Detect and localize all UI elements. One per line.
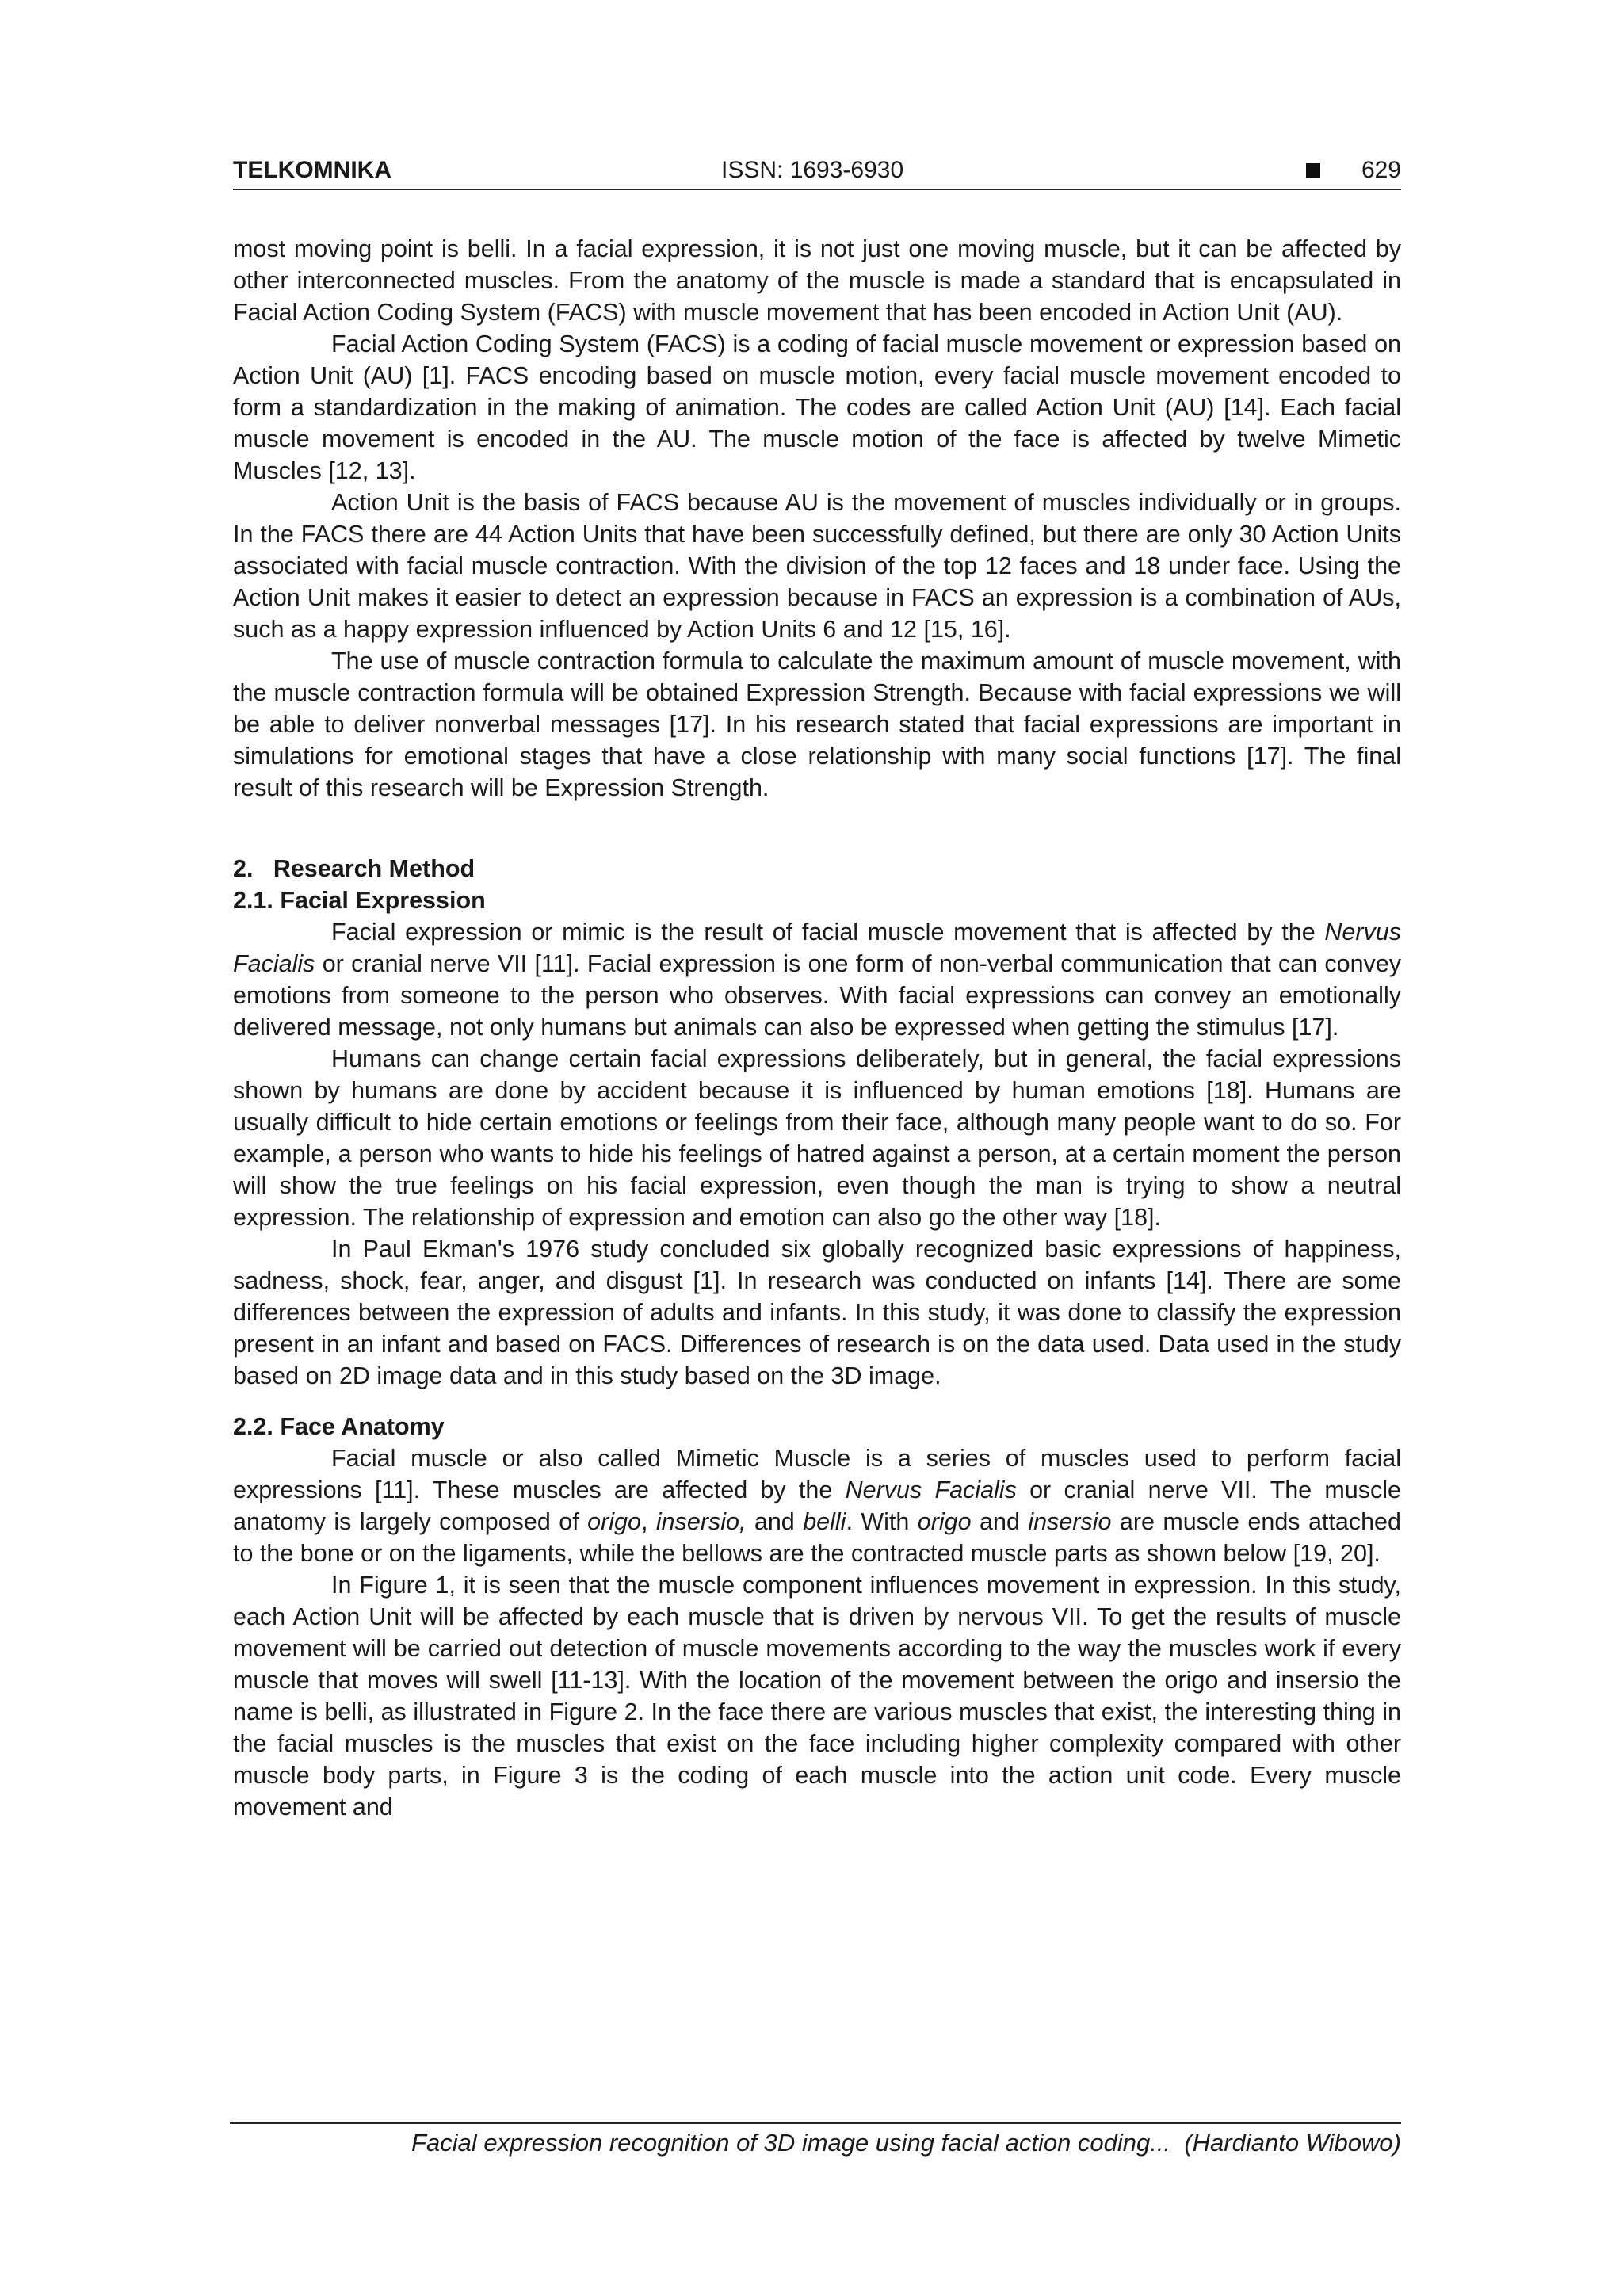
italic-term: insersio,: [655, 1508, 747, 1535]
paragraph-intro-4: The use of muscle contraction formula to calculate the maximum amount of muscle movement, with the muscle contraction formula will be obtained Expression Strength. Because with facial expressions we will be able to deliver nonverbal messages [17]. In his research stated that facial expressions are important in simulations for emotional stages that have a close relationship with many social functions [17]. The final result of this research will be Expression Strength.: [233, 648, 1401, 801]
italic-term: origo: [587, 1508, 641, 1535]
text-run: or cranial nerve VII. The muscle anatomy is largely composed of: [233, 1477, 1401, 1535]
paragraph-face-anatomy-2: In Figure 1, it is seen that the muscle component influences movement in expression. In this study, each Action Unit will be affected by each muscle that is driven by nervous VII. To get the results of muscle movement will be carried out detection of muscle movements according to the way the muscles work if every muscle that moves will swell [11-13]. With the location of the movement between the origo and insersio the name is belli, as illustrated in Figure 2. In the face there are various muscles that exist, the interesting thing in the facial muscles is the muscles that exist on the face including higher complexity compared with other muscle body parts, in Figure 3 is the coding of each muscle into the action unit code. Every muscle movement and: [233, 1572, 1401, 1820]
running-title: Facial expression recognition of 3D image using facial action coding... (Hardianto Wibowo): [411, 2129, 1401, 2157]
text-run: are muscle ends attached to the bone or on the ligaments, while the bellows are the contracted muscle parts as shown below [19, 20].: [233, 1508, 1401, 1567]
italic-term: belli: [803, 1508, 846, 1535]
paragraph-facial-expression-3: In Paul Ekman's 1976 study concluded six globally recognized basic expressions of happiness, sadness, shock, fear, anger, and disgust [1]. In research was conducted on infants [14]. There are some differences between the expression of adults and infants. In this study, it was done to classify the expression present in an infant and based on FACS. Differences of research is on the data used. Data used in the study based on 2D image data and in this study based on the 3D image.: [233, 1236, 1401, 1389]
article-body: [233, 233, 1401, 1823]
paragraph-intro-1: most moving point is belli. In a facial expression, it is not just one moving muscle, but it can be affected by other interconnected muscles. From the anatomy of the muscle is made a standard that is encapsulated in Facial Action Coding System (FACS) with muscle movement that has been encoded in Action Unit (AU).: [233, 235, 1401, 326]
section-spacer: [233, 804, 1401, 853]
text-run: and: [746, 1508, 804, 1535]
page-header: [233, 155, 1401, 190]
paragraph-intro-2: Facial Action Coding System (FACS) is a coding of facial muscle movement or expression based on Action Unit (AU) [1]. FACS encoding based on muscle motion, every facial muscle movement encoded to form a standardization in the making of animation. The codes are called Action Unit (AU) [14]. Each facial muscle movement is encoded in the AU. The muscle motion of the face is affected by twelve Mimetic Muscles [12, 13].: [233, 330, 1401, 484]
paragraph-facial-expression-1: [233, 916, 1401, 1043]
subsection-heading-facial-expression: 2.1. Facial Expression: [233, 887, 486, 914]
text-run: or cranial nerve VII [11]. Facial expression is one form of non-verbal communication that can convey emotions from someone to the person who observes. With facial expressions can convey an emotionally delivered message, not only humans but animals can also be expressed when getting the stimulus [17].: [233, 950, 1401, 1041]
journal-name: TELKOMNIKA: [233, 157, 391, 183]
text-run: and: [971, 1508, 1029, 1535]
section-spacer: [233, 1392, 1401, 1411]
text-run: Facial muscle or also called Mimetic Muscle is a series of muscles used to perform facial expressions [11]. These muscles are affected by the: [233, 1445, 1401, 1503]
italic-term: origo: [917, 1508, 972, 1535]
paragraph-facial-expression-2: Humans can change certain facial expressions deliberately, but in general, the facial expressions shown by humans are done by accident because it is influenced by human emotions [18]. Humans are usually difficult to hide certain emotions or feelings from their face, although many people want to do so. For example, a person who wants to hide his feelings of hatred against a person, at a certain moment the person will show the true feelings on his facial expression, even though the man is trying to show a neutral expression. The relationship of expression and emotion can also go the other way [18].: [233, 1045, 1401, 1231]
text-run: Facial expression or mimic is the result of facial muscle movement that is affected by the: [331, 919, 1325, 946]
bullet-square-icon: [1306, 163, 1320, 178]
text-run: ,: [640, 1508, 656, 1535]
italic-term: Nervus Facialis: [845, 1477, 1017, 1503]
italic-term: insersio: [1028, 1508, 1112, 1535]
page-footer: [230, 2122, 1401, 2159]
text-run: . With: [846, 1508, 918, 1535]
italic-term: Nervus Facialis: [233, 919, 1401, 977]
paragraph-intro-3: Action Unit is the basis of FACS because AU is the movement of muscles individually or in groups. In the FACS there are 44 Action Units that have been successfully defined, but there are only 30 Action Units associated with facial muscle contraction. With the division of the top 12 faces and 18 under face. Using the Action Unit makes it easier to detect an expression because in FACS an expression is a combination of AUs, such as a happy expression influenced by Action Units 6 and 12 [15, 16].: [233, 489, 1401, 643]
page-number: 629: [1361, 157, 1401, 183]
subsection-heading-face-anatomy: 2.2. Face Anatomy: [233, 1413, 445, 1440]
section-heading-research-method: 2. Research Method: [233, 855, 475, 882]
issn: ISSN: 1693-6930: [721, 157, 904, 183]
paragraph-face-anatomy-1: [233, 1442, 1401, 1569]
